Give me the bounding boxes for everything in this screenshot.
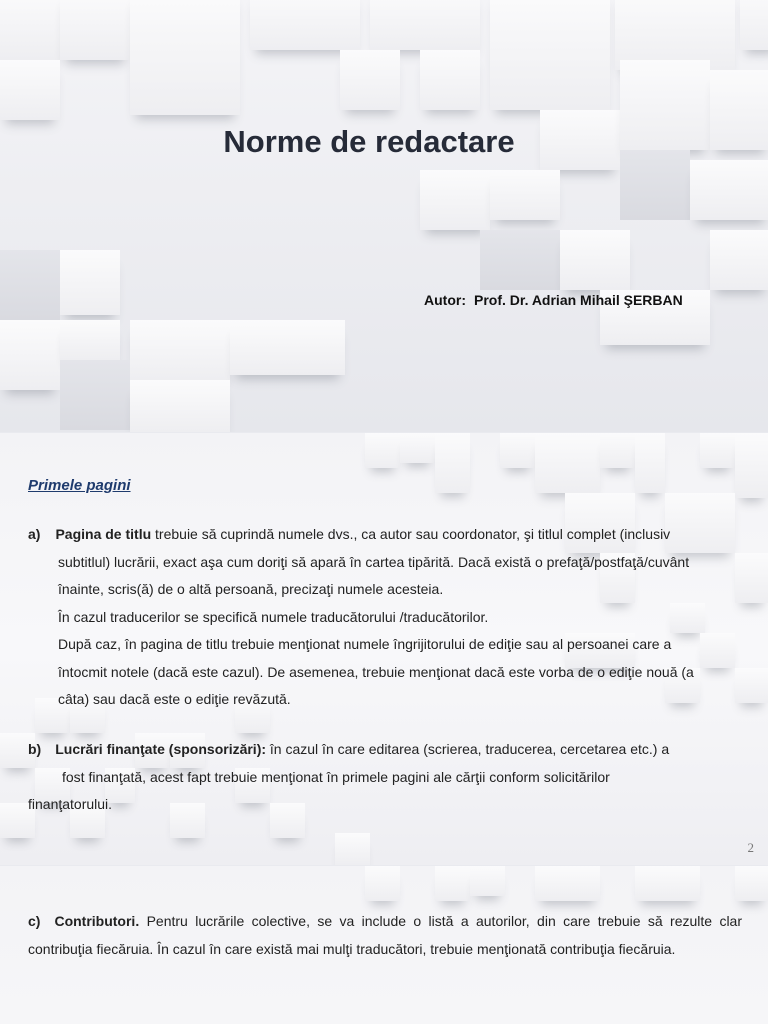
- item-a-line: subtitlul) lucrării, exact aşa cum doriţi să apară în cartea tipărită. Dacă există o prefaţă/postfaţă/cuvânt: [58, 553, 690, 570]
- bg-tile: [400, 433, 435, 463]
- slide-title: Norme de redactare: [223, 124, 515, 159]
- item-c-marker: c): [28, 913, 41, 929]
- bg-tile: [490, 0, 610, 110]
- bg-tile: [420, 170, 490, 230]
- bg-tile: [335, 833, 370, 865]
- bg-tile: [60, 360, 130, 430]
- item-a-line: În cazul traducerilor se specifică numele traducătorului /traducătorilor.: [58, 608, 489, 625]
- bg-tile: [735, 433, 768, 498]
- item-c-label: Contributori.: [54, 913, 140, 929]
- bg-tile: [635, 866, 700, 901]
- bg-tile: [560, 230, 630, 290]
- item-b-line: fost finanţată, acest fapt trebuie menţionat în primele pagini ale cărţii conform solicitărilor: [62, 768, 610, 785]
- item-a-line: După caz, în pagina de titlu trebuie menţionat numele îngrijitorului de ediţie sau al persoanei care a: [58, 636, 672, 652]
- bg-tile: [535, 433, 600, 493]
- bg-tile: [0, 60, 60, 120]
- bg-tile: [365, 433, 400, 468]
- item-b: [28, 736, 743, 819]
- bg-tile: [470, 866, 505, 896]
- bg-tile: [740, 0, 768, 50]
- bg-tile: [340, 50, 400, 110]
- section-heading: Primele pagini: [28, 477, 131, 494]
- item-b-first-line: [28, 736, 743, 764]
- item-a-first-line: [28, 521, 743, 549]
- bg-tile: [130, 320, 230, 380]
- bg-tile: [0, 0, 60, 60]
- author-label: Autor:: [424, 292, 466, 308]
- item-b-text: în cazul în care editarea (scrierea, traducerea, cercetarea etc.) a: [266, 741, 670, 757]
- content-slide-primele-pagini: [0, 433, 768, 865]
- bg-tile: [130, 0, 240, 115]
- author-line: [424, 292, 683, 308]
- bg-tile: [635, 433, 665, 493]
- bg-tile: [480, 230, 560, 290]
- item-a-line: câta) sau dacă este o ediţie revăzută.: [58, 691, 291, 707]
- item-c: [28, 908, 742, 963]
- bg-tile: [735, 866, 768, 901]
- bg-tile: [60, 250, 120, 315]
- item-b-label: Lucrări finanţate (sponsorizări):: [55, 741, 267, 757]
- bg-tile: [435, 866, 470, 901]
- title-slide: [0, 0, 768, 432]
- bg-tile: [690, 160, 768, 220]
- bg-tile: [230, 320, 345, 375]
- bg-tile: [130, 380, 230, 432]
- author-name: Prof. Dr. Adrian Mihail ŞERBAN: [474, 292, 683, 308]
- bg-tile: [250, 0, 360, 50]
- bg-tile: [435, 433, 470, 493]
- bg-tile: [535, 866, 600, 901]
- bg-tile: [60, 320, 120, 360]
- content-slide-contributori: [0, 866, 768, 1024]
- bg-tile: [490, 170, 560, 220]
- bg-tile: [600, 433, 635, 468]
- bg-tile: [365, 866, 400, 901]
- item-a-label: Pagina de titlu: [55, 526, 152, 542]
- item-a-text: trebuie să cuprindă numele dvs., ca autor sau coordonator, şi titlul complet (inclusiv: [151, 526, 671, 542]
- page-number: 2: [747, 840, 754, 855]
- bg-tile: [420, 50, 480, 110]
- item-a: [28, 521, 743, 714]
- item-b-marker: b): [28, 741, 42, 757]
- bg-tile: [500, 433, 535, 468]
- bg-tile: [370, 0, 480, 50]
- bg-tile: [0, 320, 60, 390]
- bg-tile: [60, 0, 130, 60]
- item-a-line: întocmit notele (dacă este cazul). De asemenea, trebuie menţionat dacă este vorba de o ediţie nouă (a: [58, 663, 694, 680]
- item-a-marker: a): [28, 526, 41, 542]
- bg-tile: [0, 250, 60, 320]
- bg-tile: [700, 433, 735, 468]
- item-b-line: finanţatorului.: [28, 796, 113, 812]
- item-c-text: Pentru lucrările colective, se va include o listă a autorilor, din care trebuie să rezulte clar contribuţia fiecăruia. În cazul în care există mai mulţi traducători, trebuie menţionată contribuţia fiecăruia.: [28, 913, 742, 957]
- bg-tile: [620, 150, 690, 220]
- item-a-line: înainte, scris(ă) de o altă persoană, precizaţi numele acesteia.: [58, 581, 444, 597]
- bg-tile: [710, 230, 768, 290]
